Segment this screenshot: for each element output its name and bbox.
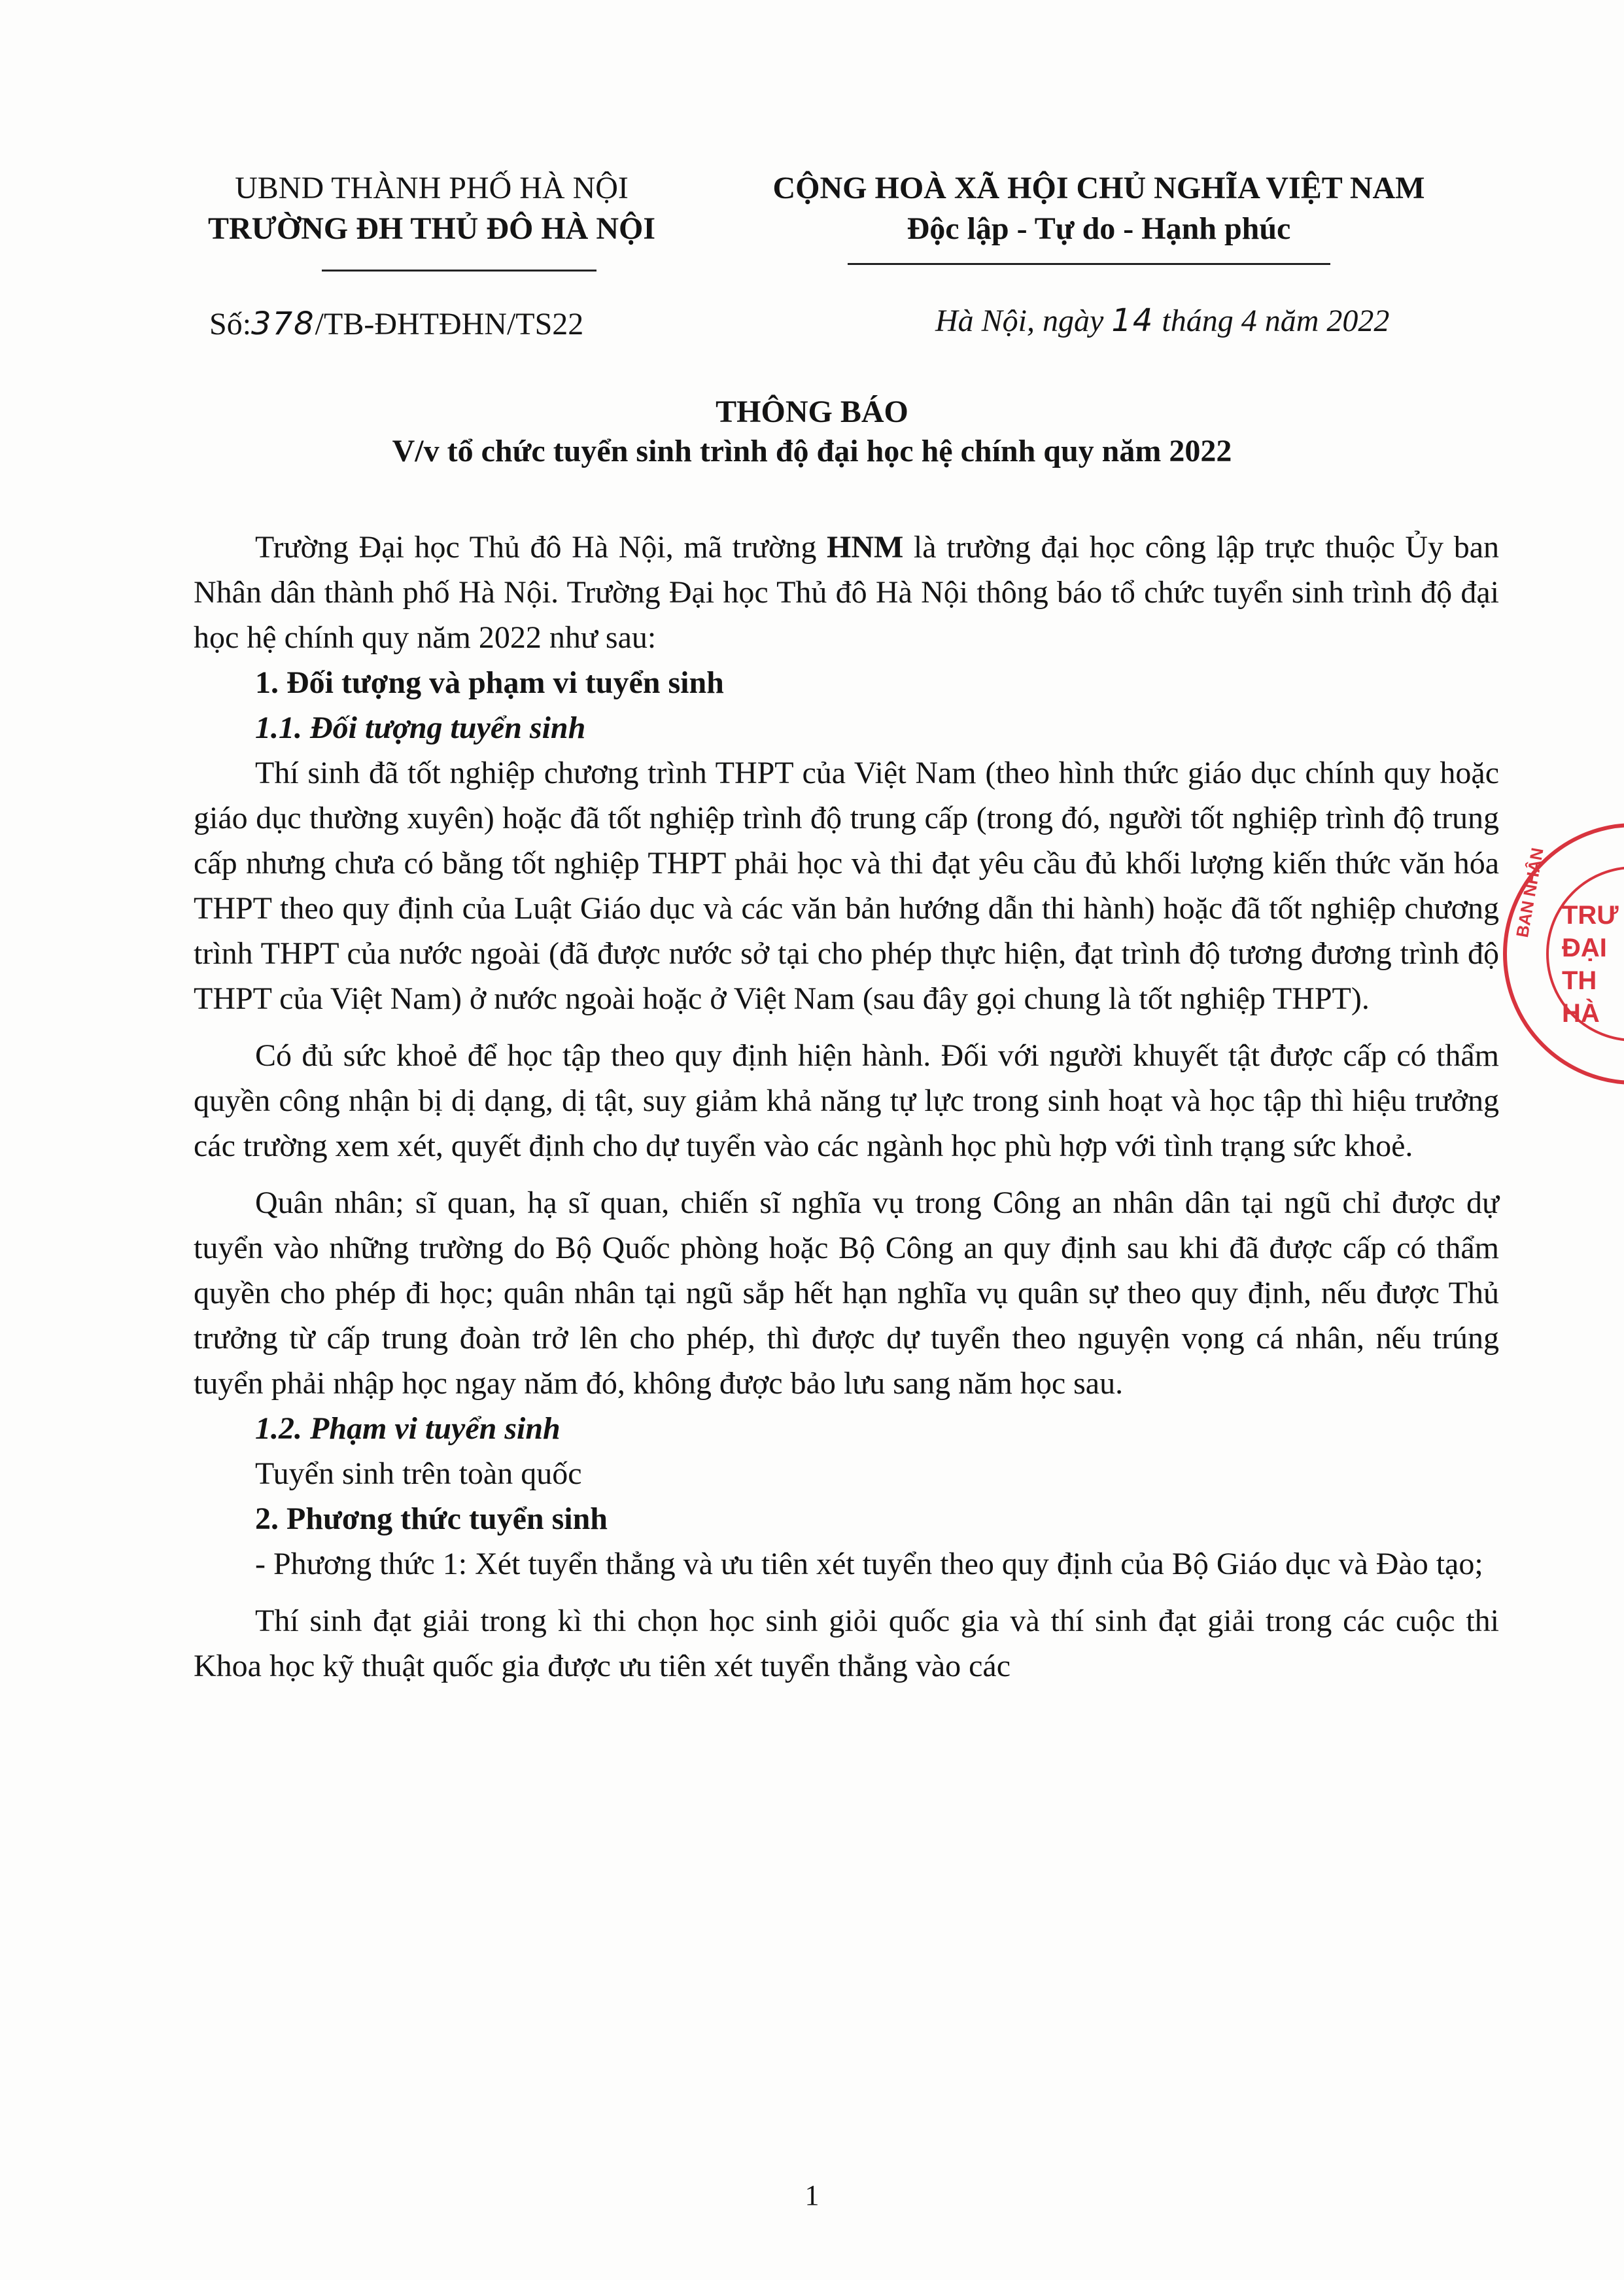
issuing-authority: UBND THÀNH PHỐ HÀ NỘI bbox=[235, 171, 629, 205]
section-1-1-paragraph-1: Thí sinh đã tốt nghiệp chương trình THPT của Việt Nam (theo hình thức giáo dục chính quy hoặc giáo dục thường xuyên) hoặc đã tốt nghiệp trình độ trung cấp (trong đó, người tốt nghiệp trình độ trung cấp nhưng chưa có bằng tốt nghiệp THPT phải học và thi đạt yêu cầu đủ khối lượng kiến thức văn hóa THPT theo quy định của Luật Giáo dục và các văn bản hướng dẫn thi hành) hoặc đã tốt nghiệp chương trình THPT của nước ngoài (đã được nước sở tại cho phép thực hiện, đạt trình độ tương đương trình độ THPT của Việt Nam) ở nước ngoài hoặc ở Việt Nam (sau đây gọi chung là tốt nghiệp THPT). bbox=[194, 756, 1499, 1016]
school-name-underline bbox=[322, 270, 596, 272]
national-motto: Độc lập - Tự do - Hạnh phúc bbox=[907, 211, 1291, 246]
page-number: 1 bbox=[804, 2179, 820, 2211]
section-1-1-paragraph-3: Quân nhân; sĩ quan, hạ sĩ quan, chiến sĩ nghĩa vụ trong Công an nhân dân tại ngũ chỉ được dự tuyển vào những trường do Bộ Quốc phòng hoặc Bộ Công an quy định sau khi đã được cấp có thẩm quyền cho phép đi học; quân nhân tại ngũ sắp hết hạn nghĩa vụ quân sự theo quy định, nếu được Thủ trưởng từ cấp trung đoàn trở lên cho phép, thì được dự tuyển theo nguyện vọng cá nhân, nếu trúng tuyển phải nhập học ngay năm đó, không được bảo lưu sang năm học sau. bbox=[194, 1185, 1499, 1401]
doc-number-prefix: Số: bbox=[209, 307, 252, 342]
doc-number-suffix: /TB-ĐHTĐHN/TS22 bbox=[315, 307, 584, 342]
official-stamp-text: TRƯ ĐẠI TH HÀ bbox=[1562, 901, 1619, 1028]
date-suffix: tháng 4 năm 2022 bbox=[1154, 304, 1390, 338]
document-date bbox=[935, 301, 1389, 341]
date-day-handwritten: 14 bbox=[1111, 302, 1154, 339]
section-2-paragraph-1: - Phương thức 1: Xét tuyển thẳng và ưu tiên xét tuyển theo quy định của Bộ Giáo dục và Đào tạo; bbox=[255, 1547, 1483, 1581]
document-number bbox=[209, 304, 583, 344]
intro-before-code: Trường Đại học Thủ đô Hà Nội, mã trường bbox=[255, 530, 827, 565]
national-title: CỘNG HOÀ XÃ HỘI CHỦ NGHĨA VIỆT NAM bbox=[772, 171, 1425, 205]
official-stamp-rim-text: BAN NHÂN bbox=[1512, 846, 1547, 939]
section-2-paragraph-2: Thí sinh đạt giải trong kì thi chọn học sinh giỏi quốc gia và thí sinh đạt giải trong các cuộc thi Khoa học kỹ thuật quốc gia được ưu tiên xét tuyển thẳng vào các bbox=[194, 1604, 1499, 1683]
school-code: HNM bbox=[827, 530, 904, 565]
intro-paragraph bbox=[194, 525, 1499, 660]
section-1-1-paragraph-2: Có đủ sức khoẻ để học tập theo quy định hiện hành. Đối với người khuyết tật được cấp có thẩm quyền công nhận bị dị dạng, dị tật, suy giảm khả năng tự lực trong sinh hoạt và học tập thì hiệu trưởng các trường xem xét, quyết định cho dự tuyển vào các ngành học phù hợp với tình trạng sức khoẻ. bbox=[194, 1038, 1499, 1163]
document-subject: V/v tổ chức tuyển sinh trình độ đại học hệ chính quy năm 2022 bbox=[392, 434, 1232, 468]
section-1-1-heading: 1.1. Đối tượng tuyển sinh bbox=[255, 710, 586, 745]
document-body bbox=[194, 525, 1499, 1689]
section-1-2-heading: 1.2. Phạm vi tuyển sinh bbox=[255, 1411, 561, 1446]
date-prefix: Hà Nội, ngày bbox=[935, 304, 1112, 338]
intro-after-code: là trường đại học công lập trực thuộc Ủy ban Nhân dân thành phố Hà Nội. Trường Đại học Thủ đô Hà Nội thông báo tổ chức tuyển sinh trình độ đại học hệ chính quy năm 2022 như sau: bbox=[194, 530, 1500, 655]
doc-number-handwritten: 378 bbox=[251, 306, 315, 342]
motto-underline bbox=[848, 263, 1330, 265]
school-name: TRƯỜNG ĐH THỦ ĐÔ HÀ NỘI bbox=[207, 211, 656, 246]
section-1-heading: 1. Đối tượng và phạm vi tuyển sinh bbox=[255, 665, 724, 700]
section-2-heading: 2. Phương thức tuyển sinh bbox=[255, 1501, 608, 1536]
section-1-2-paragraph: Tuyển sinh trên toàn quốc bbox=[255, 1456, 582, 1491]
document-title: THÔNG BÁO bbox=[716, 395, 908, 429]
